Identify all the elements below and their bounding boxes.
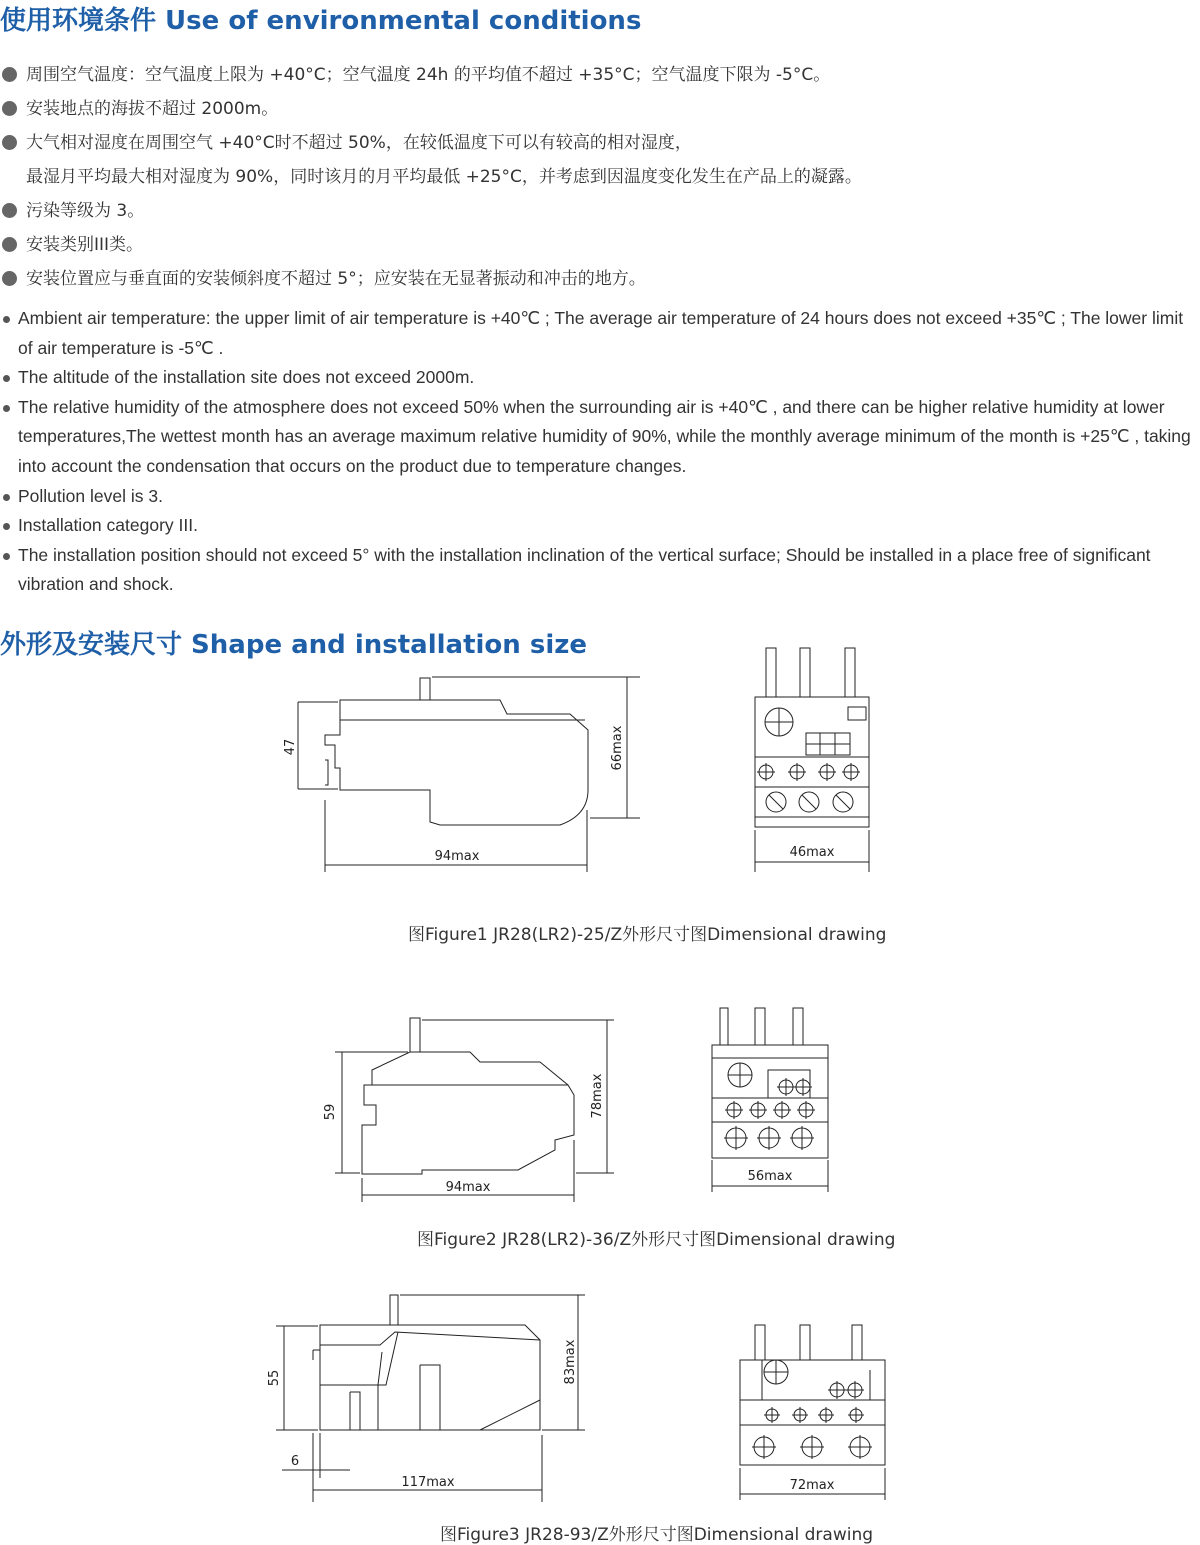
dim-label: 47 xyxy=(283,738,298,756)
bullet-icon xyxy=(3,553,10,560)
figure3-caption: 图Figure3 JR28-93/Z外形尺寸图Dimensional drawing xyxy=(440,1525,874,1545)
bullet-icon xyxy=(3,375,10,382)
list-item: 安装位置应与垂直面的安装倾斜度不超过 5°；应安装在无显著振动和冲击的地方。 xyxy=(0,262,1200,296)
list-item: 安装类别III类。 xyxy=(0,228,1200,262)
dim-label: 83max xyxy=(563,1339,578,1385)
bullet-icon xyxy=(2,101,17,116)
bullet-icon xyxy=(2,237,17,252)
figure2-caption: 图Figure2 JR28(LR2)-36/Z外形尺寸图Dimensional drawing xyxy=(417,1230,896,1250)
list-item: The altitude of the installation site does not exceed 2000m. xyxy=(0,363,1200,393)
dim-label: 56max xyxy=(747,1169,793,1184)
bullet-icon xyxy=(3,494,10,501)
dim-label: 94max xyxy=(434,849,480,864)
dim-label: 94max xyxy=(445,1180,491,1195)
bullet-icon xyxy=(2,135,17,150)
dim-label: 6 xyxy=(290,1454,300,1469)
dim-label: 59 xyxy=(323,1103,338,1121)
dim-label: 78max xyxy=(590,1073,605,1119)
figure1-caption: 图Figure1 JR28(LR2)-25/Z外形尺寸图Dimensional drawing xyxy=(408,925,887,945)
list-item: Ambient air temperature: the upper limit of air temperature is +40℃ ; The average air temperature of 24 hours does not exceed +35℃ ; The lower limit of air temperature is -5℃ . xyxy=(0,304,1200,363)
list-item: 安装地点的海拔不超过 2000m。 xyxy=(0,92,1200,126)
section-title-environment: 使用环境条件 Use of environmental conditions xyxy=(0,6,642,36)
dim-label: 117max xyxy=(401,1475,455,1490)
section-title-shape-size: 外形及安装尺寸 Shape and installation size xyxy=(0,630,588,660)
dim-label: 66max xyxy=(610,725,625,771)
list-item: 周围空气温度：空气温度上限为 +40°C；空气温度 24h 的平均值不超过 +35°C；空气温度下限为 -5°C。 xyxy=(0,58,1200,92)
list-item: Pollution level is 3. xyxy=(0,482,1200,512)
bullet-icon xyxy=(3,405,10,412)
bullet-icon xyxy=(2,271,17,286)
dim-label: 72max xyxy=(789,1478,835,1493)
chinese-conditions-list xyxy=(0,58,1200,296)
list-item-continuation: 最湿月平均最大相对湿度为 90%，同时该月的月平均最低 +25°C，并考虑到因温度变化发生在产品上的凝露。 xyxy=(26,167,862,187)
bullet-icon xyxy=(3,316,10,323)
list-item: Installation category III. xyxy=(0,511,1200,541)
english-conditions-list xyxy=(0,304,1200,600)
dim-label: 46max xyxy=(789,845,835,860)
list-item: The installation position should not exceed 5° with the installation inclination of the vertical surface; Should be installed in a place free of significant vibration and shock. xyxy=(0,541,1200,600)
list-item: 大气相对湿度在周围空气 +40°C时不超过 50%，在较低温度下可以有较高的相对湿度， 最湿月平均最大相对湿度为 90%，同时该月的月平均最低 +25°C，并考虑到因温度变化发生在产品上的凝露。 xyxy=(0,126,1200,194)
dim-label: 55 xyxy=(267,1369,282,1387)
bullet-icon xyxy=(3,523,10,530)
bullet-icon xyxy=(2,67,17,82)
list-item: 污染等级为 3。 xyxy=(0,194,1200,228)
bullet-icon xyxy=(2,203,17,218)
list-item: The relative humidity of the atmosphere does not exceed 50% when the surrounding air is +40℃ , and there can be higher relative humidity at lower temperatures,The wettest month has an average maximum relative humidity of 90%, while the monthly average minimum of the month is +25℃ , taking into account the condensation that occurs on the product due to temperature changes. xyxy=(0,393,1200,482)
